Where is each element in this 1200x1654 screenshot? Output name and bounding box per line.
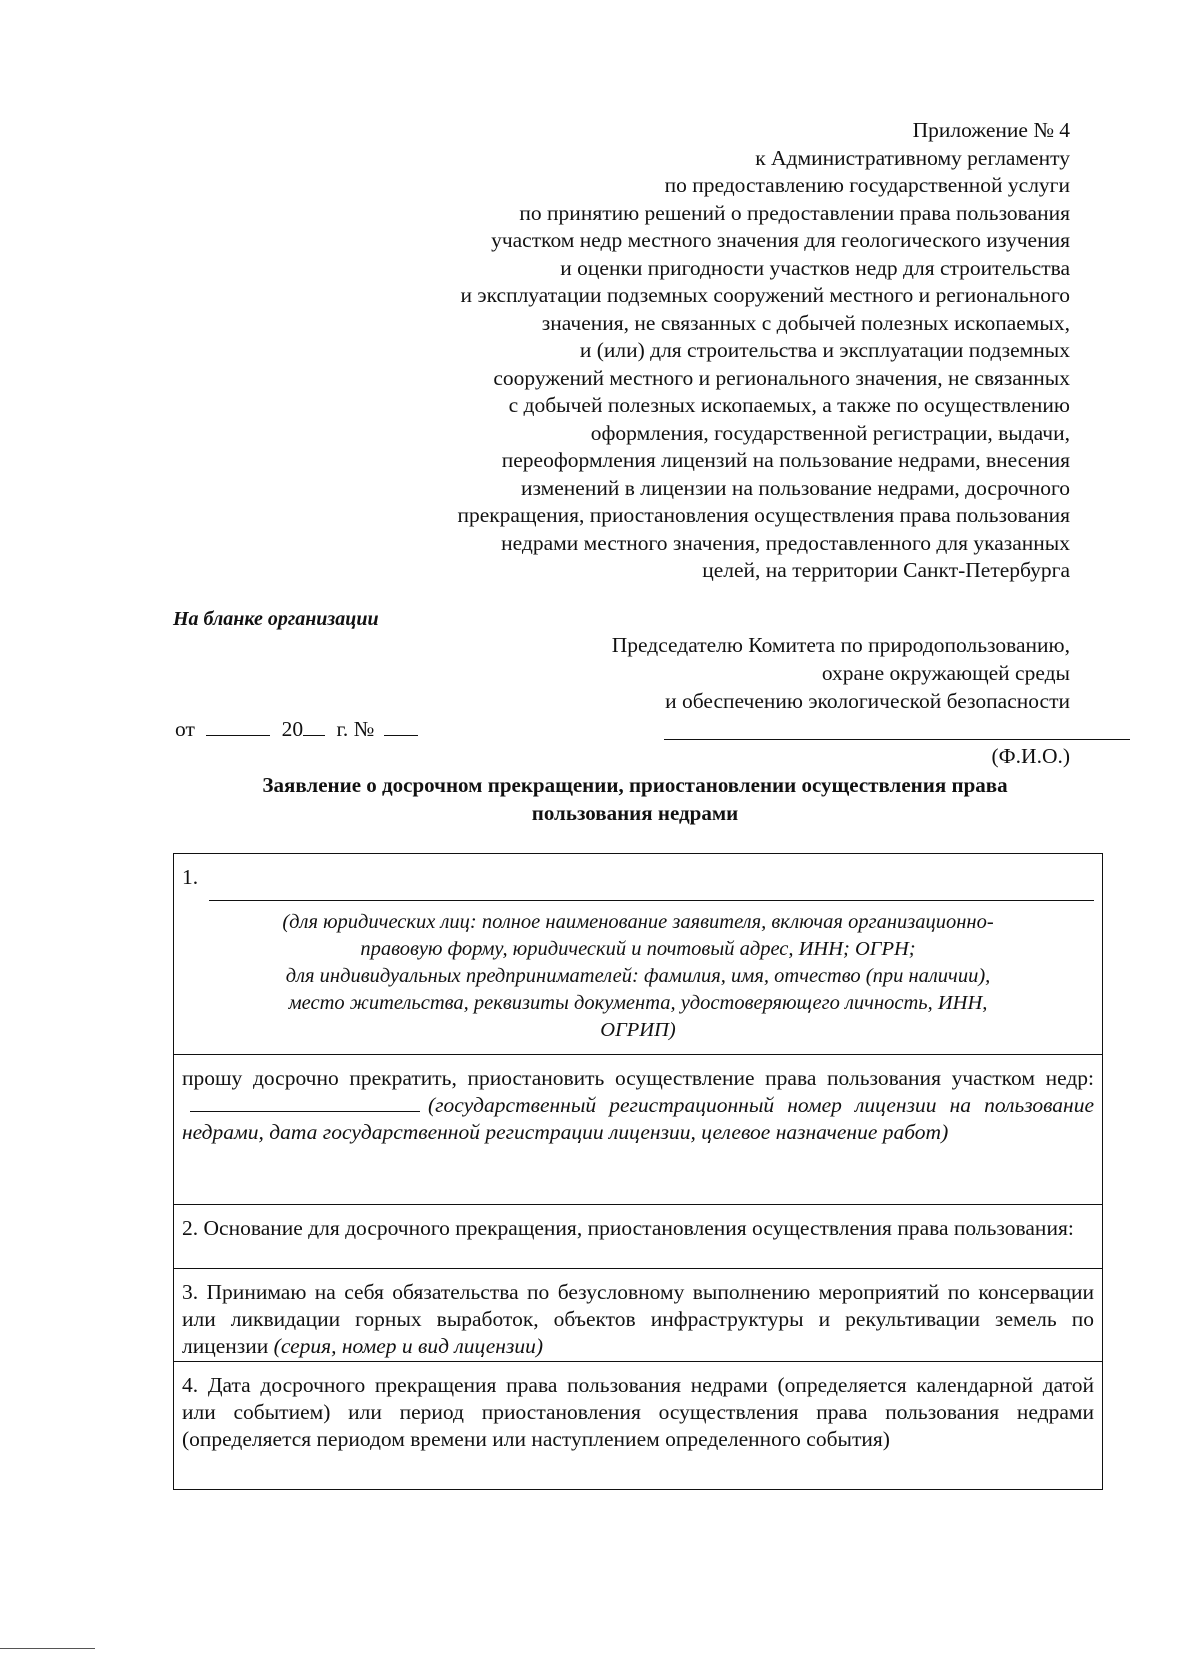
addressee-block bbox=[470, 631, 1070, 715]
appendix-line: изменений в лицензии на пользование недрами, досрочного bbox=[520, 475, 1070, 500]
termination-date-text: 4. Дата досрочного прекращения права пользования недрами (определяется календарной датой или событием) или период приостановления осуществления права пользования недрами (определяется периодом времени или наступлением определенного события) bbox=[182, 1373, 1094, 1451]
hint-line: правовую форму, юридический и почтовый адрес, ИНН; ОГРН; bbox=[360, 938, 916, 960]
application-form-table bbox=[173, 853, 1103, 1490]
fio-caption: (Ф.И.О.) bbox=[991, 744, 1070, 768]
appendix-line: переоформления лицензий на пользование недрами, внесения bbox=[501, 448, 1070, 472]
appendix-line: участком недр местного значения для геологического изучения bbox=[491, 228, 1070, 252]
hint-line: для индивидуальных предпринимателей: фамилия, имя, отчество (при наличии), bbox=[285, 965, 991, 987]
appendix-line: и эксплуатации подземных сооружений местного и регионального bbox=[460, 283, 1070, 307]
addressee-line: Председателю Комитета по природопользованию, bbox=[611, 633, 1070, 657]
appendix-line: целей, на территории Санкт-Петербурга bbox=[702, 558, 1070, 582]
grounds-text: 2. Основание для досрочного прекращения, приостановления осуществления права пользования: bbox=[182, 1216, 1074, 1240]
applicant-name-field[interactable] bbox=[209, 900, 1094, 901]
fio-signature-line[interactable] bbox=[664, 739, 1130, 740]
form-row-request bbox=[174, 1054, 1102, 1204]
hint-line: место жительства, реквизиты документа, удостоверяющего личность, ИНН, bbox=[288, 992, 988, 1014]
appendix-line: по предоставлению государственной услуги bbox=[664, 173, 1070, 197]
addressee-line: и обеспечению экологической безопасности bbox=[665, 689, 1070, 713]
form-row-obligations bbox=[174, 1268, 1102, 1361]
appendix-line: и (или) для строительства и эксплуатации подземных bbox=[579, 338, 1070, 362]
form-row-applicant bbox=[174, 854, 1102, 1054]
form-row-termination-date bbox=[174, 1361, 1102, 1489]
appendix-line: к Административному регламенту bbox=[755, 145, 1070, 170]
request-hint: (государственный регистрационный номер лицензии на пользование недрами, дата государственной регистрации лицензии, целевое назначение работ) bbox=[182, 1093, 1094, 1144]
date-year-field[interactable] bbox=[303, 717, 325, 736]
hint-line: (для юридических лиц: полное наименование заявителя, включая организационно- bbox=[282, 911, 994, 933]
date-number-line bbox=[175, 717, 418, 742]
appendix-line: по принятию решений о предоставлении права пользования bbox=[519, 200, 1070, 225]
form-row-grounds bbox=[174, 1204, 1102, 1268]
document-number-field[interactable] bbox=[384, 717, 418, 736]
document-title-line: пользования недрами bbox=[531, 801, 739, 825]
appendix-line: и оценки пригодности участков недр для строительства bbox=[560, 255, 1070, 280]
appendix-line: оформления, государственной регистрации, выдачи, bbox=[590, 420, 1070, 445]
date-year-suffix: г. № bbox=[336, 717, 375, 741]
date-day-month-field[interactable] bbox=[206, 717, 270, 736]
date-prefix: от bbox=[175, 717, 195, 741]
license-number-field[interactable] bbox=[190, 1093, 420, 1112]
appendix-header bbox=[290, 117, 1070, 585]
page-corner-mark bbox=[0, 1648, 95, 1649]
addressee-line: охране окружающей среды bbox=[821, 661, 1070, 685]
obligations-hint: (серия, номер и вид лицензии) bbox=[273, 1334, 543, 1358]
hint-line: ОГРИП) bbox=[600, 1019, 676, 1041]
applicant-hint bbox=[194, 909, 1082, 1044]
appendix-line: сооружений местного и регионального значения, не связанных bbox=[493, 365, 1070, 390]
row-number: 1. bbox=[182, 865, 199, 889]
appendix-line: прекращения, приостановления осуществления права пользования bbox=[457, 503, 1070, 527]
appendix-line: Приложение № 4 bbox=[912, 118, 1070, 142]
request-text: прошу досрочно прекратить, приостановить осуществление права пользования участком недр: bbox=[182, 1066, 1094, 1090]
document-title bbox=[190, 771, 1080, 827]
letterhead-note: На бланке организации bbox=[173, 608, 379, 630]
date-year-prefix: 20 bbox=[281, 717, 304, 741]
appendix-line: с добычей полезных ископаемых, а также по осуществлению bbox=[508, 393, 1070, 417]
appendix-line: недрами местного значения, предоставленного для указанных bbox=[501, 530, 1070, 555]
appendix-line: значения, не связанных с добычей полезных ископаемых, bbox=[541, 310, 1070, 335]
document-title-line: Заявление о досрочном прекращении, приостановлении осуществления права bbox=[262, 773, 1008, 797]
obligations-text: 3. Принимаю на себя обязательства по безусловному выполнению мероприятий по консервации или ликвидации горных выработок, объектов инфраструктуры и рекультивации земель по лицензии bbox=[182, 1280, 1094, 1358]
